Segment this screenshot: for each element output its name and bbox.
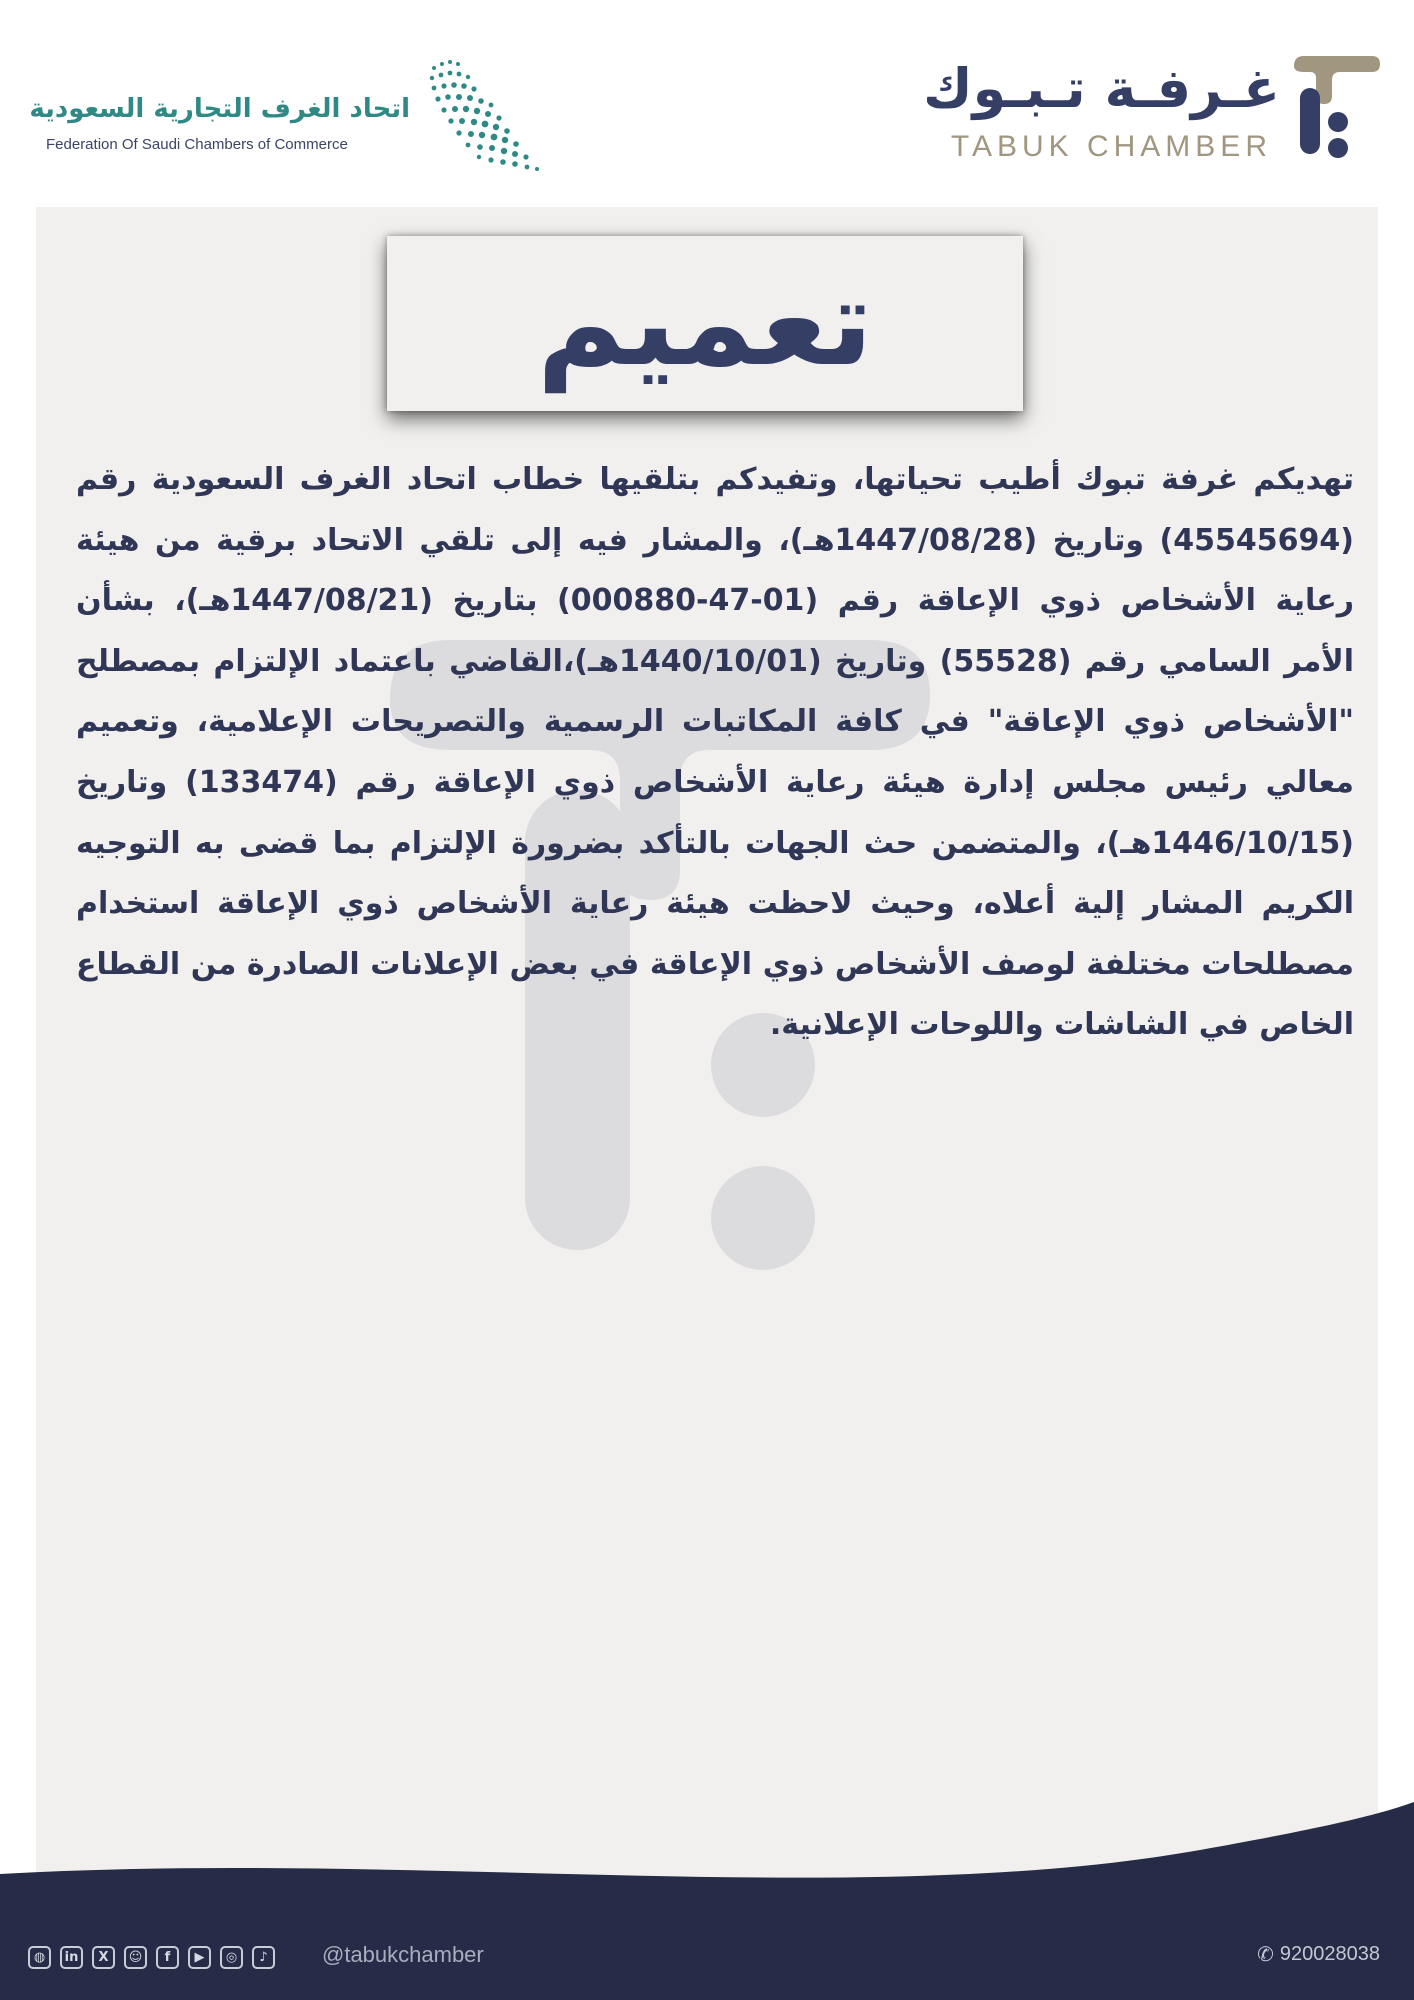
whatsapp-icon: ✆: [1257, 1944, 1274, 1966]
social-icons: [28, 1946, 275, 1970]
social-handle[interactable]: @tabukchamber: [322, 1942, 484, 1967]
federation-logo: [29, 56, 544, 174]
tabuk-logo-english: TABUK CHAMBER: [950, 130, 1272, 163]
web-icon[interactable]: ◍: [28, 1946, 51, 1969]
x-icon[interactable]: X: [92, 1946, 115, 1969]
federation-logo-english: Federation Of Saudi Chambers of Commerce: [46, 136, 348, 153]
federation-dots-icon: [424, 56, 544, 174]
notice-title: تعميم: [536, 253, 874, 393]
tabuk-logo-arabic: غـرفـة تـبـوك: [923, 57, 1280, 120]
youtube-icon[interactable]: ▶: [188, 1946, 211, 1969]
header: [0, 0, 1414, 200]
instagram-icon[interactable]: ◎: [220, 1946, 243, 1969]
facebook-icon[interactable]: f: [156, 1946, 179, 1969]
tabuk-chamber-logo: [923, 52, 1380, 170]
tiktok-icon[interactable]: ♪: [252, 1946, 275, 1969]
federation-logo-arabic: اتحاد الغرف التجارية السعودية: [29, 94, 410, 124]
title-box: [387, 236, 1023, 411]
linkedin-icon[interactable]: in: [60, 1946, 83, 1969]
phone-contact[interactable]: [1257, 1942, 1380, 1967]
snapchat-icon[interactable]: ☺: [124, 1946, 147, 1969]
phone-number: 920028038: [1279, 1943, 1380, 1965]
tabuk-mark-icon: [1288, 52, 1380, 160]
notice-body: تهديكم غرفة تبوك أطيب تحياتها، وتفيدكم بتلقيها خطاب اتحاد الغرف السعودية رقم (45545694) وتاريخ (1447/08/28هـ)، والمشار فيه إلى تلقي الاتحاد برقية من هيئة رعاية الأشخاص ذوي الإعاقة رقم (01-47-000880) بتاريخ (1447/08/21هـ)، بشأن الأمر السامي رقم (55528) وتاريخ (1440/10/01هـ)،القاضي باعتماد الإلتزام بمصطلح "الأشخاص ذوي الإعاقة" في كافة المكاتبات الرسمية والتصريحات الإعلامية، وتعميم معالي رئيس مجلس إدارة هيئة رعاية الأشخاص ذوي الإعاقة رقم (133474) وتاريخ (1446/10/15هـ)، والمتضمن حث الجهات بالتأكد بضرورة الإلتزام بما قضى به التوجيه الكريم المشار إلية أعلاه، وحيث لاحظت هيئة رعاية الأشخاص ذوي الإعاقة استخدام مصطلحات مختلفة لوصف الأشخاص ذوي الإعاقة في بعض الإعلانات الصادرة من القطاع الخاص في الشاشات واللوحات الإعلانية.: [76, 462, 1354, 1043]
